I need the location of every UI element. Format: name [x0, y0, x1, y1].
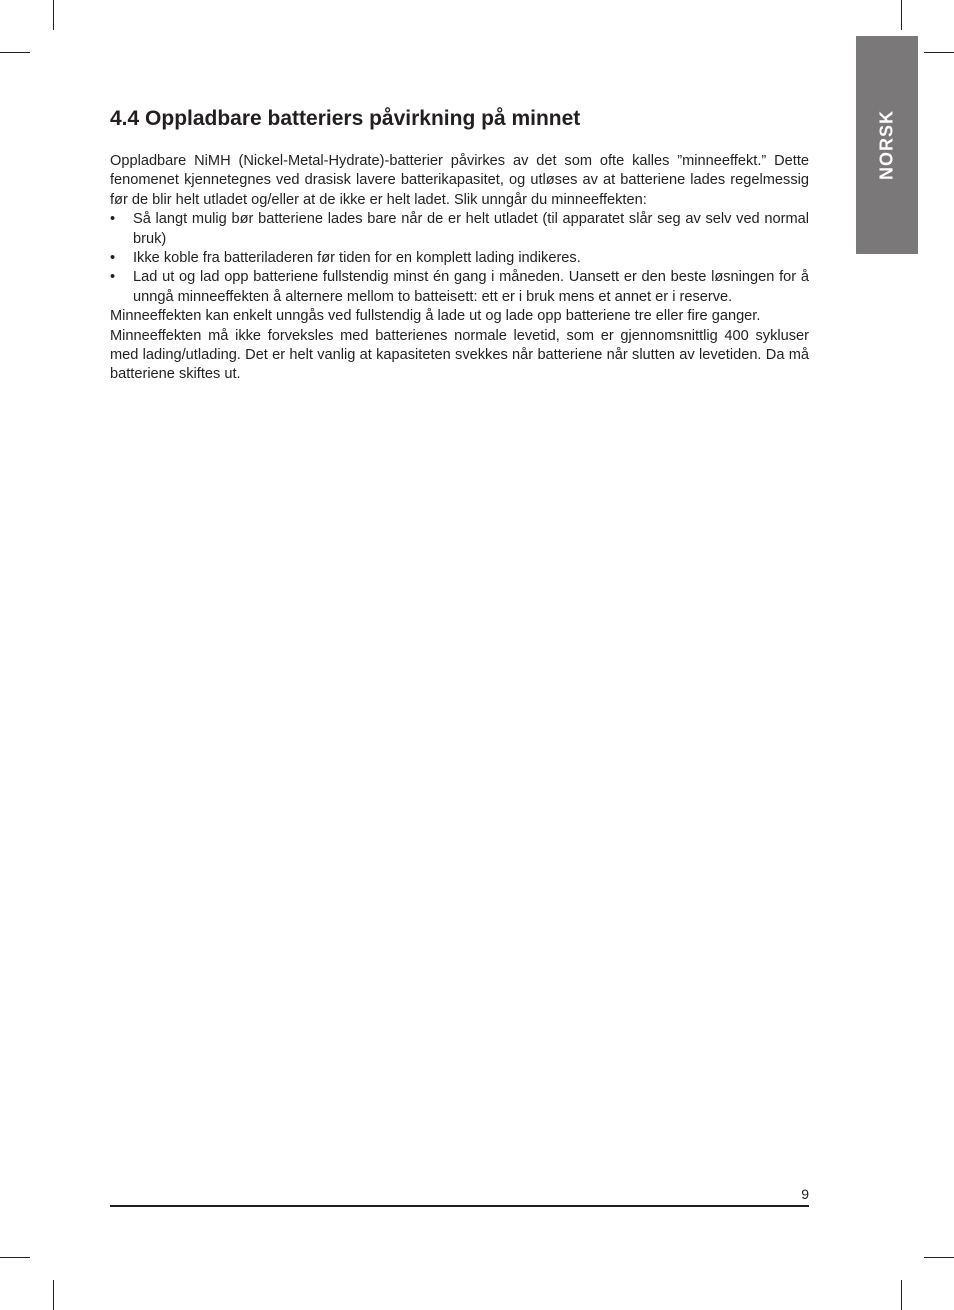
list-item-text: Lad ut og lad opp batteriene fullstendig minst én gang i måneden. Uansett er den beste løsningen for å unngå minneeffekten å alternere mellom to batteisett: ett er i bruk mens et annet er i reserve.: [133, 269, 809, 305]
crop-mark-top-right-vertical: [901, 0, 902, 30]
list-item: [110, 249, 809, 268]
list-item-text: Så langt mulig bør batteriene lades bare når de er helt utladet (til apparatet slår seg av selv ved normal bruk): [133, 211, 809, 247]
bullet-icon: •: [110, 269, 116, 286]
section-heading: 4.4 Oppladbare batteriers påvirkning på minnet: [110, 107, 581, 130]
list-item: [110, 268, 809, 307]
intro-paragraph: Oppladbare NiMH (Nickel-Metal-Hydrate)-batterier påvirkes av det som ofte kalles ”minneeffekt.” Dette fenomenet kjennetegnes ved drasisk lavere batterikapasitet, og utløses av at batteriene lades regelmessig før de blir helt utladet og/eller at de ikke er helt ladet. Slik unngår du minneeffekten:: [110, 153, 809, 208]
list-item: [110, 210, 809, 249]
crop-mark-bottom-left-horizontal: [0, 1257, 30, 1258]
crop-mark-bottom-right-horizontal: [924, 1257, 954, 1258]
section-content: [110, 104, 809, 385]
page-number: 9: [801, 1186, 809, 1202]
bullet-icon: •: [110, 250, 116, 267]
list-item-text: Ikke koble fra batteriladeren før tiden for en komplett lading indikeres.: [133, 250, 581, 267]
footer-rule: [110, 1205, 809, 1207]
crop-mark-top-left-horizontal: [0, 52, 30, 53]
tips-list: [110, 210, 809, 307]
crop-mark-top-right-horizontal: [924, 52, 954, 53]
language-tab: [856, 36, 918, 254]
crop-mark-bottom-right-vertical: [901, 1280, 902, 1310]
avoidance-paragraph: Minneeffekten kan enkelt unngås ved fullstendig å lade ut og lade opp batteriene tre eller fire ganger.: [110, 308, 761, 325]
language-tab-label: NORSK: [876, 109, 897, 181]
bullet-icon: •: [110, 211, 116, 228]
crop-mark-top-left-vertical: [53, 0, 54, 30]
crop-mark-bottom-left-vertical: [53, 1280, 54, 1310]
lifetime-paragraph: Minneeffekten må ikke forveksles med batterienes normale levetid, som er gjennomsnittlig 400 sykluser med lading/utlading. Det er helt vanlig at kapasiteten svekkes når batteriene når slutten av levetiden. Da må batteriene skiftes ut.: [110, 327, 809, 383]
